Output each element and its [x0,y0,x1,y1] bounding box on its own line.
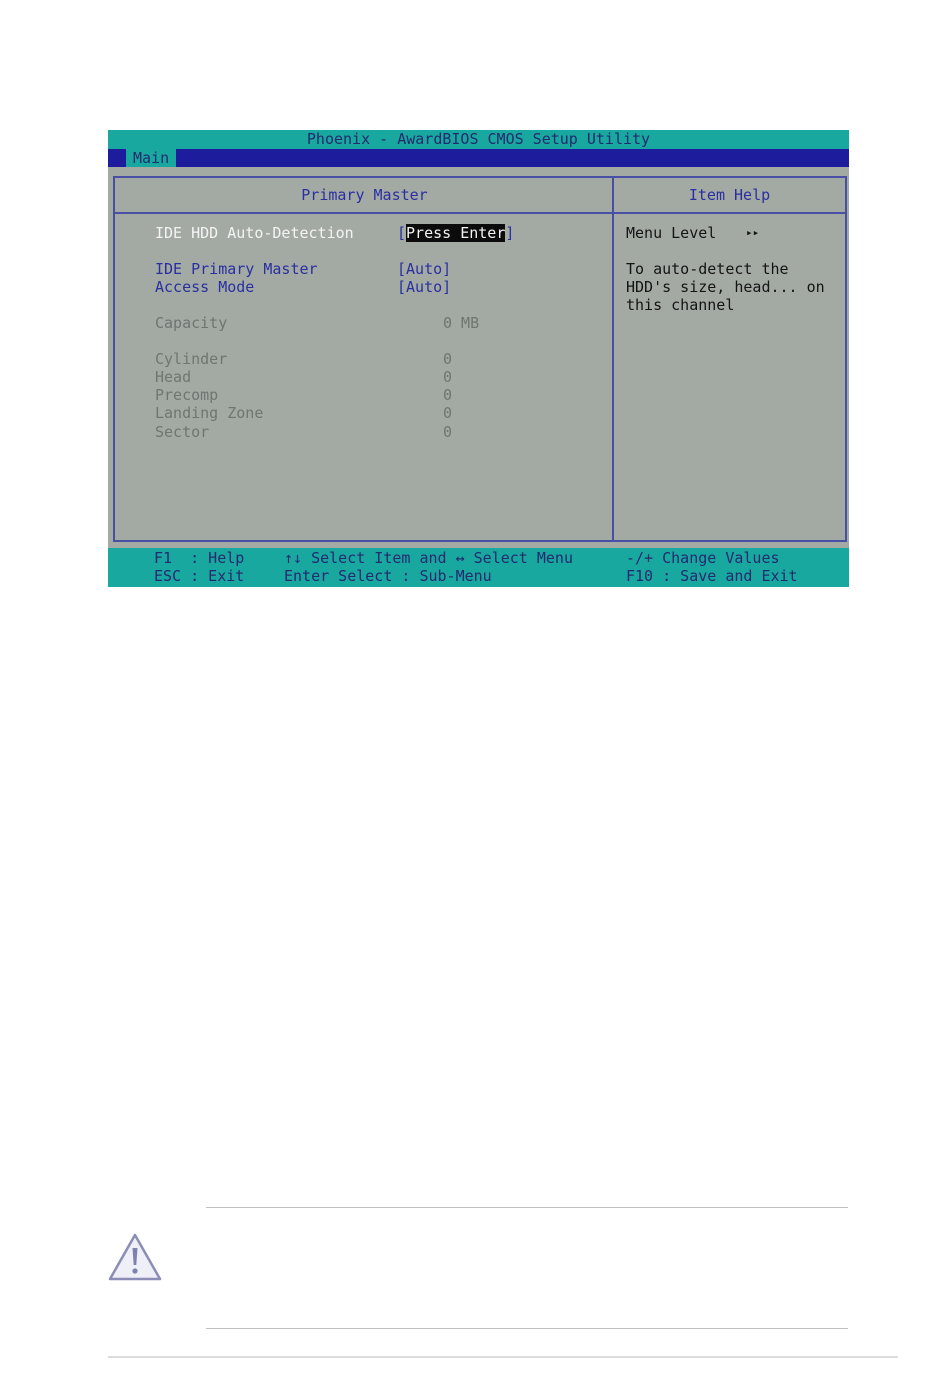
help-line-3: this channel [626,296,735,314]
help-key-hint: F1 : Help [154,549,245,567]
auto-detection-label[interactable]: IDE HDD Auto-Detection [155,224,354,242]
sector-label: Sector [155,423,210,441]
menu-bar [108,149,849,167]
caution-triangle-icon [107,1232,163,1284]
primary-master-panel [113,176,614,542]
precomp-value: 0 [443,386,453,404]
head-label: Head [155,368,192,386]
head-value: 0 [443,368,453,386]
status-bar [108,548,849,587]
enter-submenu-hint: Enter Select : Sub-Menu [284,567,492,585]
access-mode-value[interactable]: [Auto] [397,278,452,296]
capacity-label: Capacity [155,314,228,332]
panel-title: Primary Master [115,178,614,214]
menu-level-label: Menu Level [626,224,717,242]
ide-primary-master-label[interactable]: IDE Primary Master [155,260,318,278]
capacity-value: 0 MB [443,314,480,332]
precomp-label: Precomp [155,386,219,404]
help-panel-title: Item Help [614,178,845,214]
landing-zone-label: Landing Zone [155,404,264,422]
tab-main[interactable]: Main [126,149,176,167]
page-footer-rule [108,1356,898,1358]
bios-screen [108,130,849,587]
help-line-2: HDD's size, head... on [626,278,825,296]
cylinder-label: Cylinder [155,350,228,368]
press-enter-option[interactable]: Press Enter [406,224,506,242]
access-mode-label[interactable]: Access Mode [155,278,255,296]
caution-top-rule [206,1207,848,1208]
ide-primary-master-value[interactable]: [Auto] [397,260,452,278]
menu-level-arrows-icon: ▸▸ [746,226,760,239]
help-line-1: To auto-detect the [626,260,789,278]
item-help-panel [612,176,847,542]
select-item-hint: ↑↓ Select Item and ↔ Select Menu [284,549,573,567]
caution-bottom-rule [206,1328,848,1329]
bios-title: Phoenix - AwardBIOS CMOS Setup Utility [306,130,651,148]
bracket-open: [ [397,224,407,242]
cylinder-value: 0 [443,350,453,368]
bios-title-bar [108,130,849,149]
auto-detection-value[interactable] [397,224,514,242]
landing-zone-value: 0 [443,404,453,422]
exit-key-hint: ESC : Exit [154,567,245,585]
change-values-hint: -/+ Change Values [626,549,780,567]
save-exit-hint: F10 : Save and Exit [626,567,798,585]
sector-value: 0 [443,423,453,441]
bracket-close: ] [505,224,515,242]
